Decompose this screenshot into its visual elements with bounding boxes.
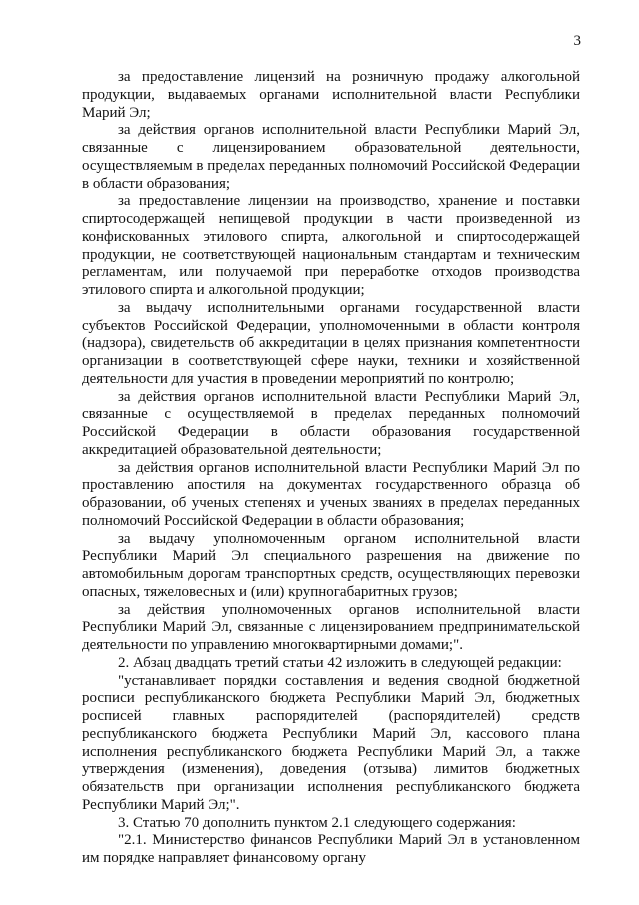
document-body <box>82 69 580 868</box>
paragraph: за выдачу исполнительными органами государственной власти субъектов Российской Федерации, уполномоченными в области контроля (надзора), свидетельств об аккредитации в целях признания компетентности организации в соответствующей сфере науки, техники и хозяйственной деятельности для участия в проведении мероприятий по контролю; <box>82 299 580 387</box>
paragraph: за выдачу уполномоченным органом исполнительной власти Республики Марий Эл специального разрешения на движение по автомобильным дорогам транспортных средств, осуществляющих перевозки опасных, тяжеловесных и (или) крупногабаритных грузов; <box>82 530 580 600</box>
paragraph: за предоставление лицензии на производство, хранение и поставки спиртосодержащей непищевой продукции в части произведенной из конфискованных этилового спирта, алкогольной и спиртосодержащей продукции, не соответствующей национальным стандартам и техническим регламентам, или получаемой при переработке отходов производства этилового спирта и алкогольной продукции; <box>82 193 580 298</box>
paragraph: за действия органов исполнительной власти Республики Марий Эл, связанные с лицензированием образовательной деятельности, осуществляемым в пределах переданных полномочий Российской Федерации в области образования; <box>82 122 580 192</box>
paragraph: 3. Статью 70 дополнить пунктом 2.1 следующего содержания: <box>118 814 516 831</box>
paragraph: "устанавливает порядки составления и ведения сводной бюджетной росписи республиканского бюджета Республики Марий Эл, бюджетных росписей главных распорядителей (распорядителей) средств республиканского бюджета Республики Марий Эл, кассового плана исполнения республиканского бюджета Республики Марий Эл, а также утверждения (изменения), доведения (отзыва) лимитов бюджетных обязательств при организации исполнения республиканского бюджета Республики Марий Эл;". <box>82 672 580 813</box>
paragraph: за предоставление лицензий на розничную продажу алкогольной продукции, выдаваемых органами исполнительной власти Республики Марий Эл; <box>82 69 580 121</box>
paragraph: "2.1. Министерство финансов Республики Марий Эл в установленном им порядке направляет финансовому органу <box>82 832 580 866</box>
paragraph: за действия уполномоченных органов исполнительной власти Республики Марий Эл, связанные с лицензированием предпринимательской деятельности по управлению многоквартирными домами;". <box>82 601 580 653</box>
page-number: 3 <box>573 33 581 49</box>
paragraph: за действия органов исполнительной власти Республики Марий Эл по проставлению апостиля на документах государственного образца об образовании, об ученых степенях и ученых званиях в пределах переданных полномочий Российской Федерации в области образования; <box>82 459 580 529</box>
paragraph: 2. Абзац двадцать третий статьи 42 изложить в следующей редакции: <box>118 654 562 671</box>
paragraph: за действия органов исполнительной власти Республики Марий Эл, связанные с осуществляемой в пределах переданных полномочий Российской Федерации в области образования государственной аккредитацией образовательной деятельности; <box>82 388 580 458</box>
